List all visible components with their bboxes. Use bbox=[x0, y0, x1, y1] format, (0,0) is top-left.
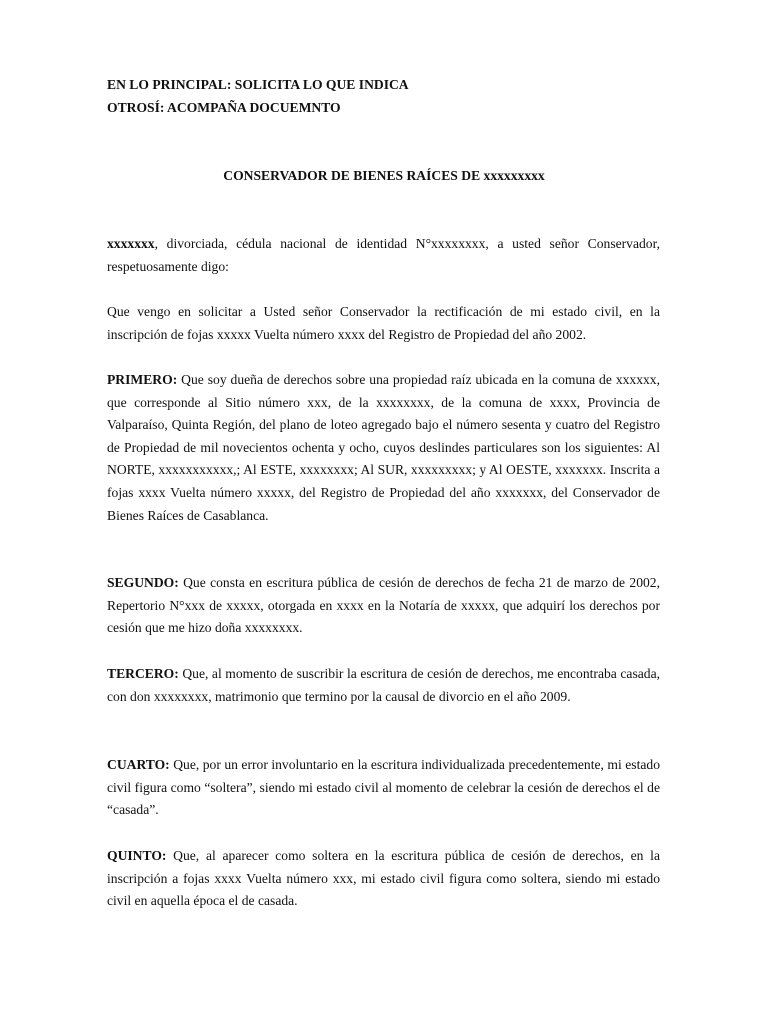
intro-paragraph bbox=[107, 233, 660, 278]
clause-label: SEGUNDO: bbox=[107, 575, 179, 590]
request-paragraph: Que vengo en solicitar a Usted señor Conservador la rectificación de mi estado civil, en la inscripción de fojas xxxxx Vuelta número xxxx del Registro de Propiedad del año 2002. bbox=[107, 304, 660, 342]
clause-text: Que, por un error involuntario en la escritura individualizada precedentemente, mi estado civil figura como “soltera”, siendo mi estado civil al momento de celebrar la cesión de derechos el de “casada”. bbox=[107, 757, 660, 818]
petitioner-name: xxxxxxx bbox=[107, 236, 155, 251]
clause-label: PRIMERO: bbox=[107, 372, 178, 387]
principal-heading: EN LO PRINCIPAL: SOLICITA LO QUE INDICA bbox=[107, 77, 409, 92]
clause-text: Que soy dueña de derechos sobre una propiedad raíz ubicada en la comuna de xxxxxx, que corresponde al Sitio número xxx, de la xxxxxxxx, de la comuna de xxxx, Provincia de Valparaíso, Quinta Región, del plano de loteo agregado bajo el número sesenta y cuatro del Registro de Propiedad de mil novecientos ochenta y ocho, cuyos deslindes particulares son los siguientes: Al NORTE, xxxxxxxxxxx,; Al ESTE, xxxxxxxx; Al SUR, xxxxxxxxx; y Al OESTE, xxxxxxx. Inscrita a fojas xxxx Vuelta número xxxxx, del Registro de Propiedad del año xxxxxxx, del Conservador de Bienes Raíces de Casablanca. bbox=[107, 372, 660, 523]
otrosi-heading: OTROSÍ: ACOMPAÑA DOCUEMNTO bbox=[107, 100, 341, 115]
clause-text: Que consta en escritura pública de cesión de derechos de fecha 21 de marzo de 2002, Repertorio N°xxx de xxxxx, otorgada en xxxx en la Notaría de xxxxx, que adquirí los derechos por cesión que me hizo doña xxxxxxxx. bbox=[107, 575, 660, 636]
clause-quinto bbox=[107, 845, 660, 913]
clause-tercero bbox=[107, 663, 660, 708]
clause-label: CUARTO: bbox=[107, 757, 170, 772]
clause-primero bbox=[107, 369, 660, 527]
clause-segundo bbox=[107, 572, 660, 640]
clause-label: TERCERO: bbox=[107, 666, 179, 681]
clause-label: QUINTO: bbox=[107, 848, 167, 863]
intro-text: , divorciada, cédula nacional de identidad N°xxxxxxxx, a usted señor Conservador, respetuosamente digo: bbox=[107, 236, 660, 274]
clause-cuarto bbox=[107, 754, 660, 822]
document-title: CONSERVADOR DE BIENES RAÍCES DE xxxxxxxxx bbox=[223, 168, 545, 183]
clause-text: Que, al momento de suscribir la escritura de cesión de derechos, me encontraba casada, con don xxxxxxxx, matrimonio que termino por la causal de divorcio en el año 2009. bbox=[107, 666, 660, 704]
clause-text: Que, al aparecer como soltera en la escritura pública de cesión de derechos, en la inscripción a fojas xxxx Vuelta número xxx, mi estado civil figura como soltera, siendo mi estado civil en aquella época el de casada. bbox=[107, 848, 660, 909]
